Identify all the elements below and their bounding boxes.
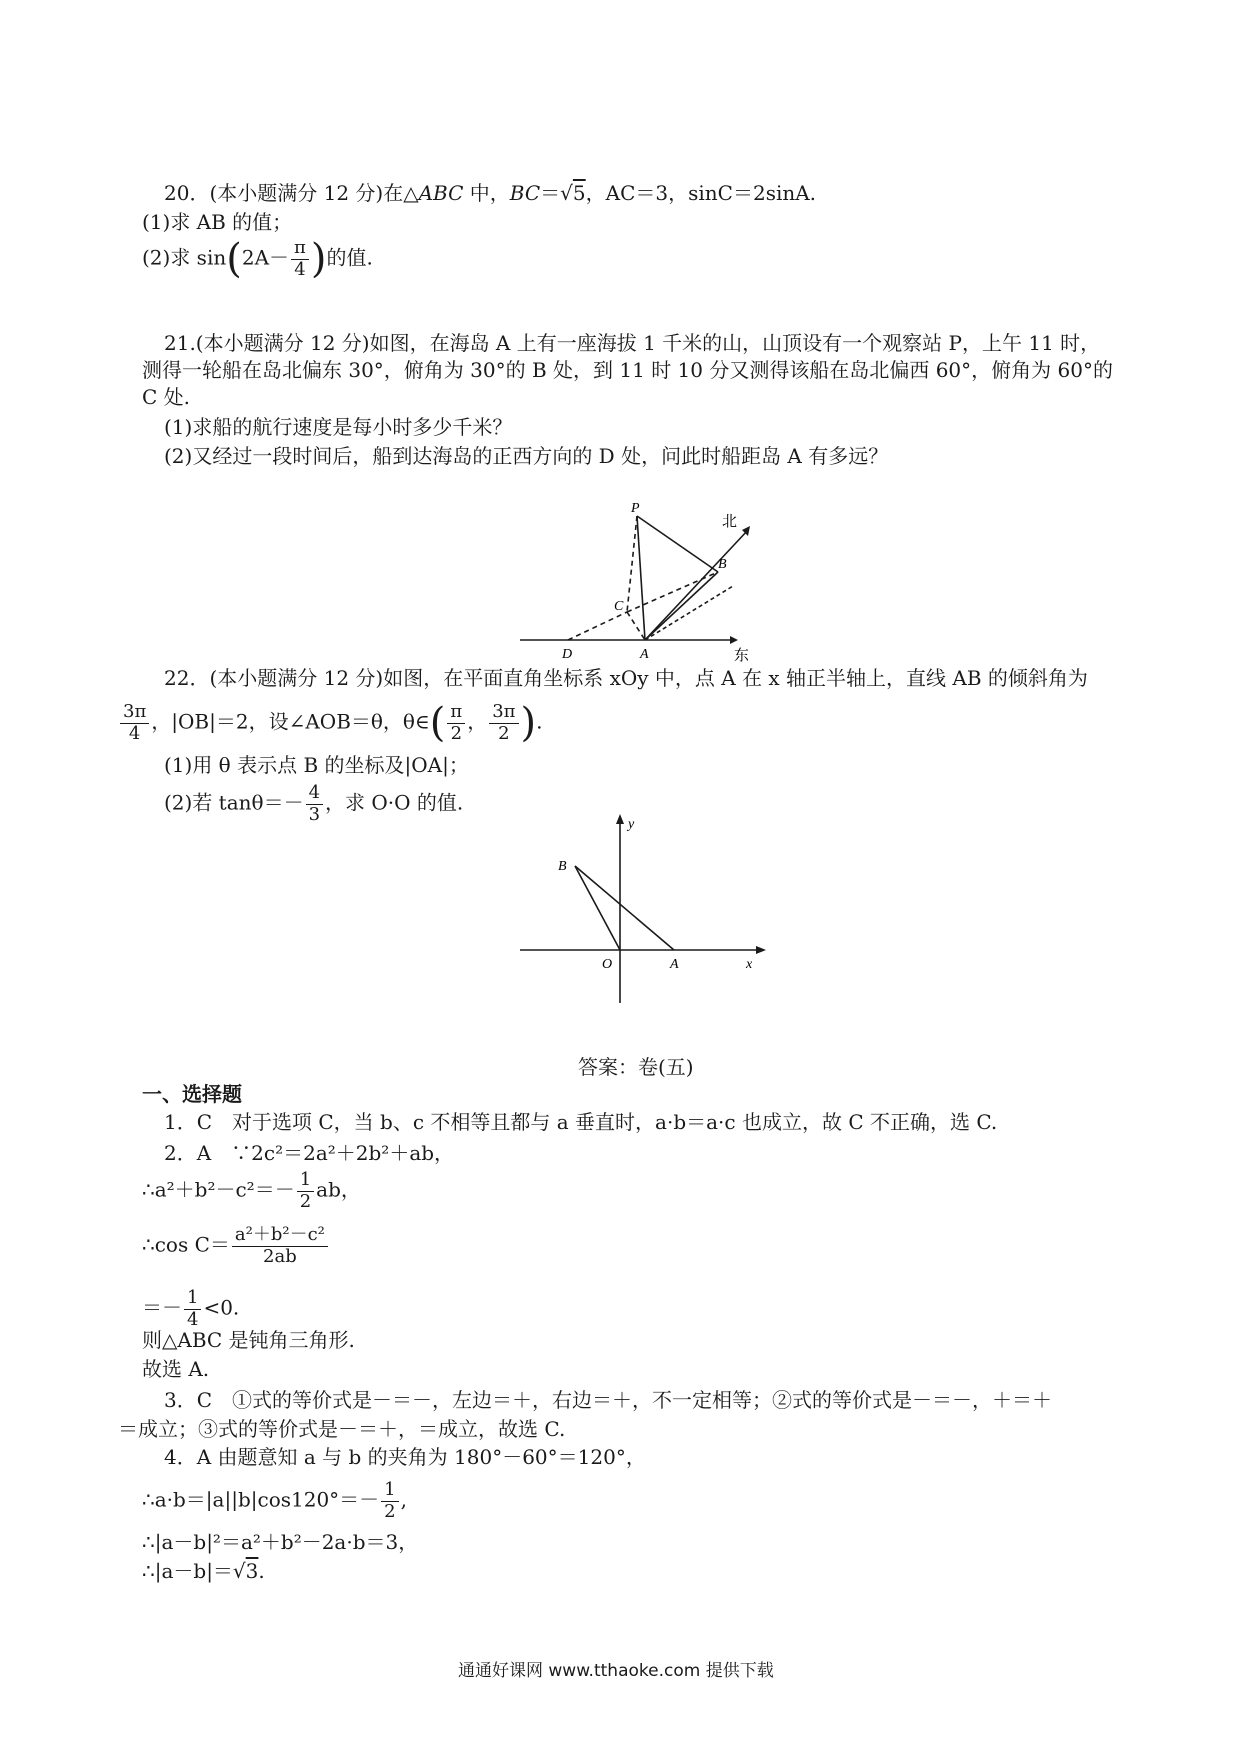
answer-section: 一、选择题 [142,1082,242,1106]
line-dc [568,612,627,640]
p20-mid: 中， [463,181,510,205]
p21-line3: C 处. [142,385,191,409]
p20-bc: BC [509,181,541,205]
answer-4-line2: ∴a·b＝|a||b|cos120°＝－ $\frac{1}{2}$ , [142,1479,407,1522]
answer-3: 3．C ①式的等价式是－＝－，左边＝＋，右边＝＋，不一定相等；②式的等价式是－＝－，＋＝＋ [164,1388,1053,1412]
answer-2-line2: ∴a²＋b²－c²＝－ $\frac{1}{2}$ ab， [142,1169,361,1212]
p21-figure [520,500,760,665]
answer-4-line3: ∴|a－b|²＝a²＋b²－2a·b＝3， [142,1530,419,1554]
label-y: y [628,817,635,832]
frac-1-4: $\frac{1}{4}$ [184,1288,201,1330]
p20-q2 [142,236,373,283]
paren-left: ( [226,236,242,283]
line-ab [645,572,718,640]
line-ab [575,866,674,950]
paren-left-2: ( [429,700,446,747]
p21-line1: 21.(本小题满分 12 分)如图，在海岛 A 上有一座海拔 1 千米的山，山顶设有一个观察站 P，上午 11 时， [164,331,1101,355]
p22-q2b: ，求 O·O 的值. [325,790,464,815]
x-arrow-icon [756,946,766,954]
p22-q2a: (2)若 tanθ＝－ [164,790,304,815]
north-axis [645,530,748,640]
label-p: P [631,501,640,516]
p22-line1: 22．(本小题满分 12 分)如图，在平面直角坐标系 xOy 中，点 A 在 x 轴正半轴上，直线 AB 的倾斜角为 [164,666,1088,690]
answer-4-line4: ∴|a－b|＝√3. [142,1559,265,1583]
frac-pi-4: $\frac{\pi}{4}$ [291,238,309,280]
line-ca [627,612,645,640]
answer-1: 1．C 对于选项 C，当 b、c 不相等且都与 a 垂直时，a·b＝a·c 也成立，故 C 不正确，选 C. [164,1110,998,1134]
p22-q1: (1)用 θ 表示点 B 的坐标及|OA|； [164,753,469,777]
label-b: B [558,859,567,874]
p20-q1: (1)求 AB 的值； [142,210,293,234]
y-arrow-icon [616,814,624,824]
line-ob [575,866,620,950]
p22-line2 [118,700,543,747]
p20-five: 5 [572,181,586,205]
p20-tri: ABC [418,181,464,205]
label-north: 北 [722,514,738,530]
answer-2-line4: ＝－ $\frac{1}{4}$ <0. [142,1287,240,1330]
p21-line2: 测得一轮船在岛北偏东 30°，俯角为 30°的 B 处，到 11 时 10 分又测得该船在岛北偏西 60°，俯角为 60°的 [142,358,1113,382]
frac-1-2b: $\frac{1}{2}$ [381,1480,398,1522]
label-x: x [746,957,753,972]
answer-3-line2: ＝成立；③式的等价式是－＝＋，＝成立，故选 C. [118,1417,566,1441]
footer-credit: 通通好课网 www.tthaoke.com 提供下载 [458,1661,774,1681]
label-a: A [640,647,649,662]
line-pc [627,516,637,612]
p20-line1 [164,183,816,203]
answer-2: 2．A ∵2c²＝2a²＋2b²＋ab， [164,1141,455,1165]
frac-4-3: $\frac{4}{3}$ [306,783,323,825]
p22-q2 [164,783,463,825]
label-d: D [562,647,573,662]
answer-title: 答案：卷(五) [578,1055,694,1079]
label-o: O [602,957,613,972]
frac-pi-2: $\frac{\pi}{2}$ [447,702,465,744]
frac-1-2: $\frac{1}{2}$ [297,1170,314,1212]
frac-3pi-2: $\frac{3\pi}{2}$ [489,702,518,744]
frac-cos: $\frac{\text{a²＋b²－c²}}{2ab}$ [232,1225,328,1267]
paren-right: ) [310,236,327,283]
east-arrow-icon [730,636,738,644]
answer-2-line3: ∴cos C＝ $\frac{\text{a²＋b²－c²}}{2ab}$ [142,1225,330,1267]
p20-q2-pre: (2)求 sin [142,245,227,270]
p20-q2-post: 的值. [326,245,373,270]
frac-3pi-4: $\frac{3\pi}{4}$ [120,702,149,744]
p21-q2: (2)又经过一段时间后，船到达海岛的正西方向的 D 处，问此时船距岛 A 有多远？ [164,444,889,468]
p21-q1: (1)求船的航行速度是每小时多少千米？ [164,415,513,439]
label-c: C [614,599,624,614]
p20-q2-inner: 2A－ [241,245,290,270]
answer-2-line6: 故选 A. [142,1357,210,1381]
paren-right-2: ) [520,700,537,747]
answer-2-line5: 则△ABC 是钝角三角形. [142,1328,355,1352]
line-pa [637,516,645,640]
label-b: B [718,557,727,572]
p22-figure [520,808,770,1008]
p22-comma: ， [467,709,488,734]
p22-l2b: . [536,709,543,734]
p20-ac: ，AC＝3，sinC＝2sinA. [585,181,817,205]
p22-l2a: ，|OB|＝2，设∠AOB＝θ，θ∈ [151,709,430,734]
p20-bcval: ＝√ [540,181,573,205]
label-a: A [670,957,679,972]
p20-head: 20．(本小题满分 12 分)在△ [164,181,419,205]
answer-4: 4．A 由题意知 a 与 b 的夹角为 180°－60°＝120°， [164,1445,646,1469]
label-east: 东 [734,648,750,664]
line-pb [637,516,718,572]
